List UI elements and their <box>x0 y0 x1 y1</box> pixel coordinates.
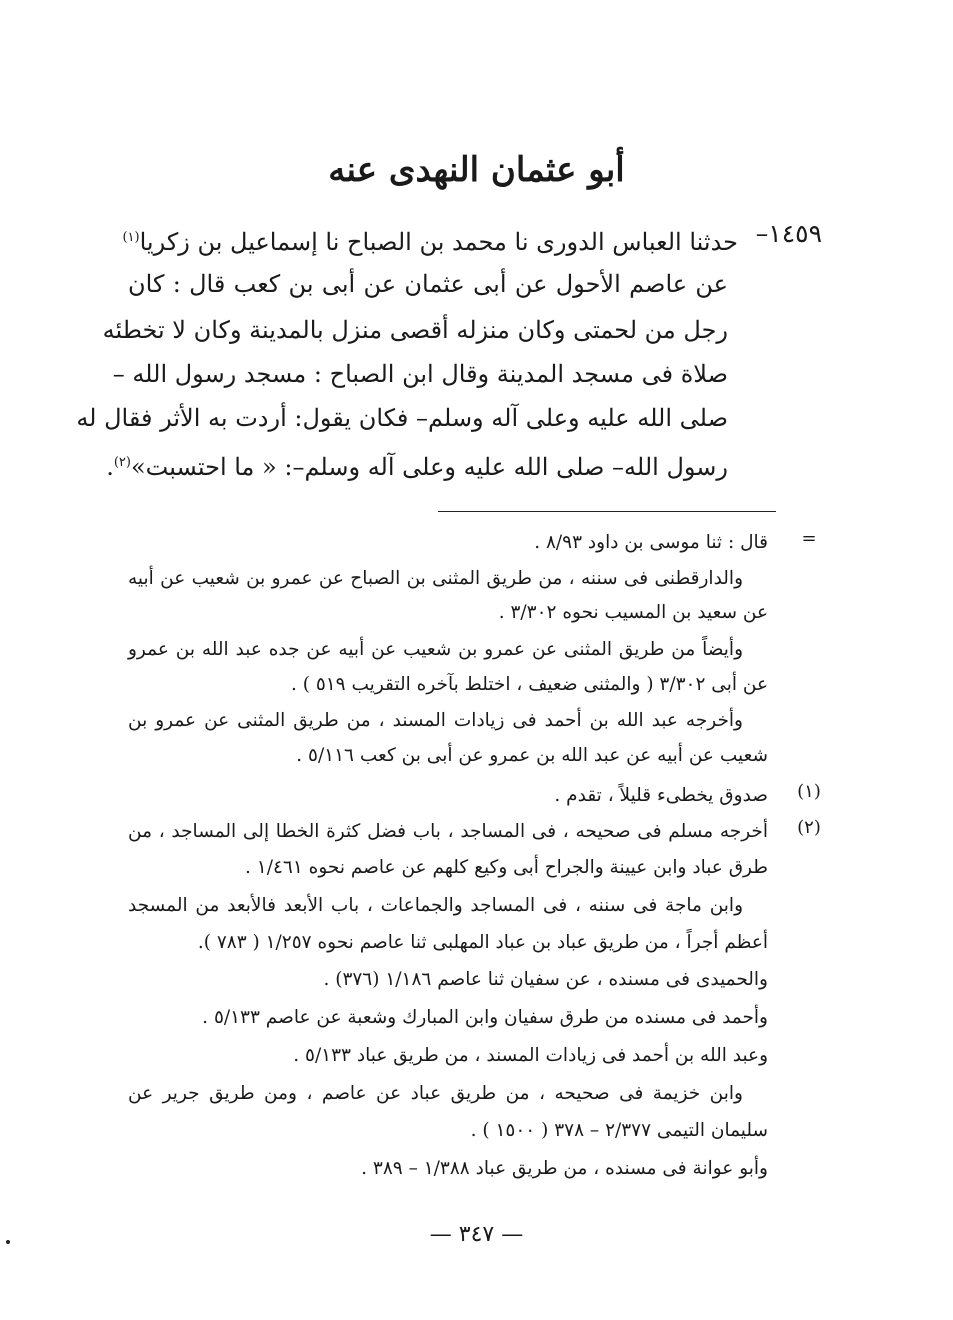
page-title: أبو عثمان النهدى عنه <box>328 150 625 190</box>
footnote-2-line: وأحمد فى مسنده من طرق سفيان وابن المبارك وشعبة عن عاصم ٥/١٣٣ . <box>202 1007 768 1028</box>
footnote-2-line: سليمان التيمى ٢/٣٧٧ – ٣٧٨ ( ١٥٠٠ ) . <box>470 1120 768 1141</box>
footnote-cont-line: شعيب عن أبيه عن عبد الله بن عمرو عن أبى بن كعب ٥/١١٦ . <box>296 745 768 766</box>
hadith-line-4: صلاة فى مسجد المدينة وقال ابن الصباح : مسجد رسول الله – <box>112 360 728 388</box>
footnote-2-line: وابن خزيمة فى صحيحه ، من طريق عباد عن عاصم ، ومن طريق جرير عن <box>128 1083 743 1104</box>
hadith-line-6: رسول الله– صلى الله عليه وعلى آله وسلم–: « ما احتسبت»$^{(٢)}$. <box>106 453 728 481</box>
footnote-2-line: أعظم أجراً ، من طريق عباد بن عباد المهلبى ثنا عاصم نحوه ١/٢٥٧ ( ٧٨٣ ). <box>197 932 768 953</box>
footnote-2-line: طرق عباد وابن عيينة والجراح أبى وكيع كلهم عن عاصم نحوه ١/٤٦١ . <box>245 857 768 878</box>
footnote-cont-line: عن سعيد بن المسيب نحوه ٣/٣٠٢ . <box>498 602 768 623</box>
hadith-line-5: صلى الله عليه وعلى آله وسلم– فكان يقول: أردت به الأثر فقال له <box>76 404 728 432</box>
scan-speck <box>6 1240 10 1244</box>
hadith-line-1: حدثنا العباس الدورى نا محمد بن الصباح نا إسماعيل بن زكريا$^{(١)}$ <box>122 228 738 256</box>
hadith-number: ١٤٥٩– <box>755 219 822 248</box>
footnote-2-line: وعبد الله بن أحمد فى زيادات المسند ، من طريق عباد ٥/١٣٣ . <box>293 1045 768 1066</box>
hadith-line-2: عن عاصم الأحول عن أبى عثمان عن أبى بن كعب قال : كان <box>128 270 728 298</box>
footnote-2-line: وأبو عوانة فى مسنده ، من طريق عباد ١/٣٨٨ – ٣٨٩ . <box>361 1158 768 1179</box>
footnote-cont-line: قال : ثنا موسى بن داود ٨/٩٣ . <box>534 532 768 553</box>
footnote-1-text: صدوق يخطىء قليلاً ، تقدم . <box>554 785 768 806</box>
hadith-line-3: رجل من لحمتى وكان منزله أقصى منزل بالمدينة وكان لا تخطئه <box>102 316 728 344</box>
footnote-cont-line: عن أبى ٣/٣٠٢ ( والمثنى ضعيف ، اختلط بآخره التقريب ٥١٩ ) . <box>290 674 768 695</box>
footnote-cont-line: وأخرجه عبد الله بن أحمد فى زيادات المسند ، من طريق المثنى عن عمرو بن <box>128 710 743 731</box>
footnote-cont-line: والدارقطنى فى سننه ، من طريق المثنى بن الصباح عن عمرو بن شعيب عن أبيه <box>128 568 743 589</box>
footnote-2-line: أخرجه مسلم فى صحيحه ، فى المساجد ، باب فضل كثرة الخطا إلى المساجد ، من <box>128 821 768 842</box>
footnote-2-marker: (٢) <box>797 817 821 838</box>
footnote-continuation-marker: = <box>801 528 817 549</box>
footnote-cont-line: وأيضاً من طريق المثنى عن عمرو بن شعيب عن أبيه عن جده عبد الله بن عمرو <box>128 639 743 660</box>
footnote-2-line: والحميدى فى مسنده ، عن سفيان ثنا عاصم ١/١٨٦ (٣٧٦) . <box>323 969 768 990</box>
footnote-1-marker: (١) <box>797 781 821 802</box>
footnote-ref-2: (٢) <box>113 455 131 470</box>
page-number: — ٣٤٧ — <box>429 1222 524 1247</box>
footnote-ref-1: (١) <box>122 230 140 245</box>
footnote-divider <box>438 511 776 512</box>
footnote-2-line: وابن ماجة فى سننه ، فى المساجد والجماعات ، باب الأبعد فالأبعد من المسجد <box>128 895 743 916</box>
